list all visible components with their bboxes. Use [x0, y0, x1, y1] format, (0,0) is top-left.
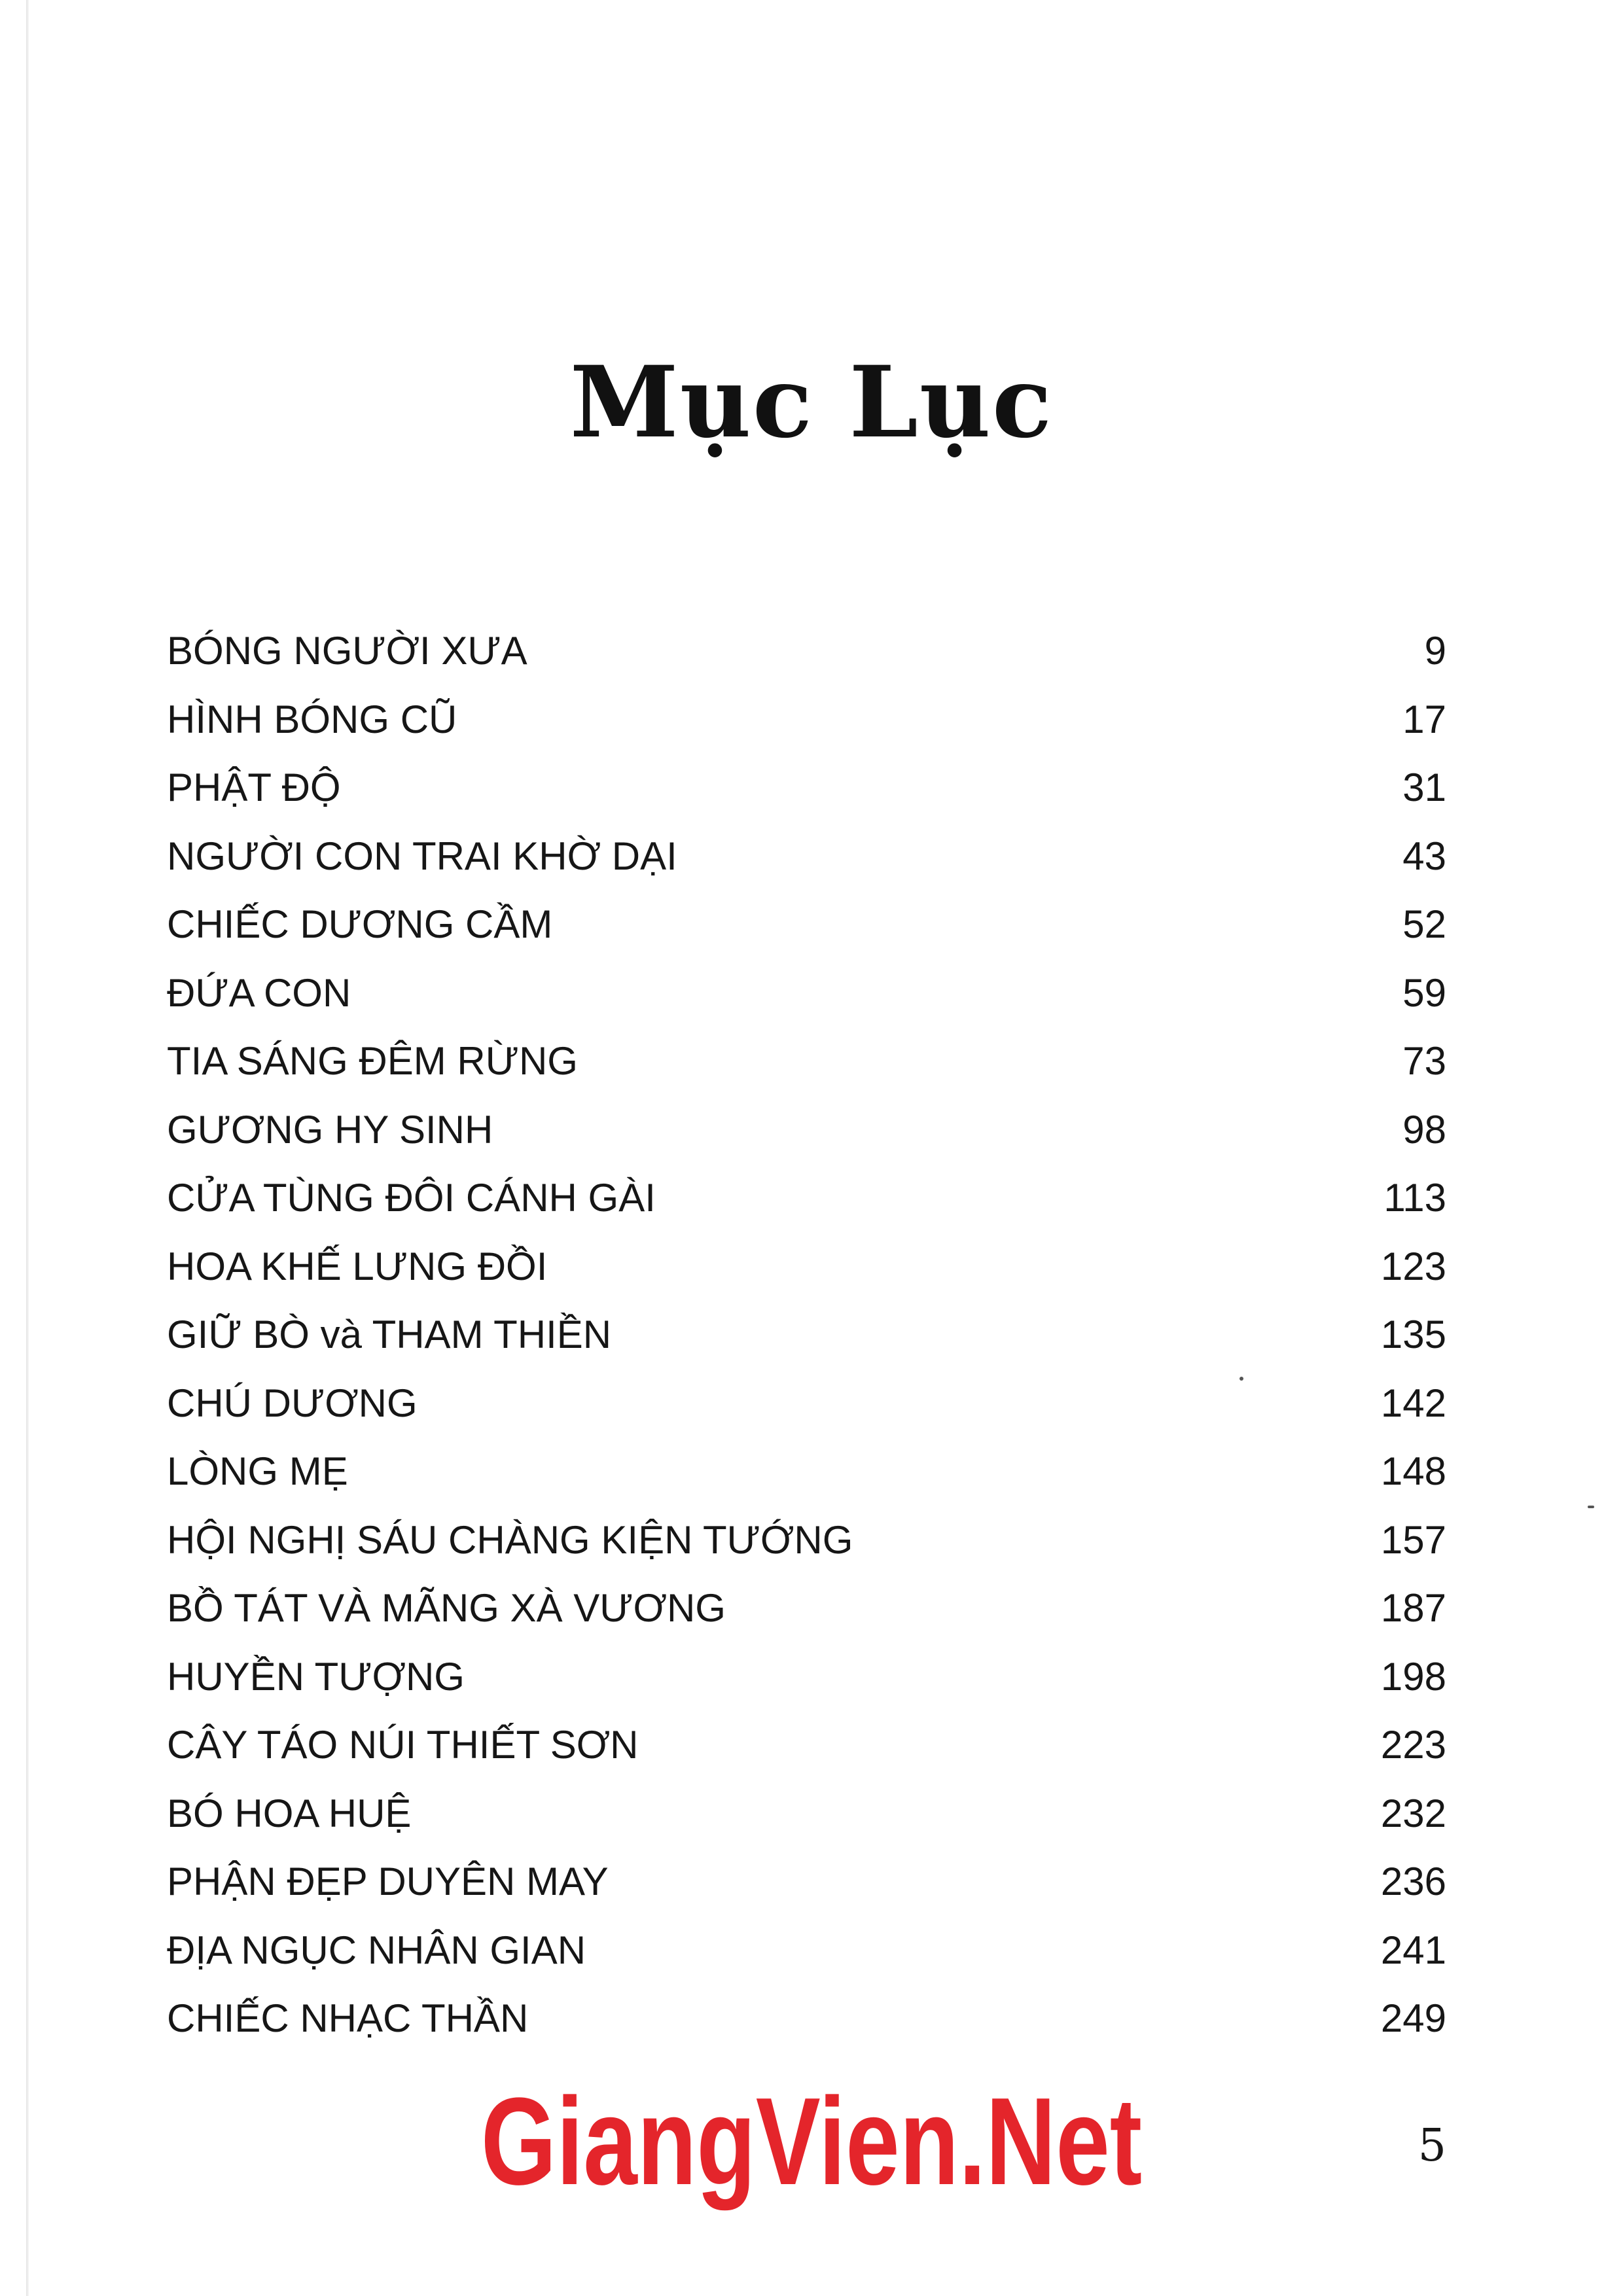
- toc-entry: [167, 1859, 1446, 1928]
- toc-entry-title: CÂY TÁO NÚI THIẾT SƠN: [167, 1723, 639, 1767]
- toc-entry: [167, 628, 1446, 697]
- toc-entry-title: ĐỨA CON: [167, 970, 351, 1015]
- toc-entry-page: 59: [1402, 970, 1446, 1015]
- toc-entry-title: ĐỊA NGỤC NHÂN GIAN: [167, 1928, 586, 1972]
- toc-entry-title: CHIẾC DƯƠNG CẦM: [167, 902, 553, 946]
- toc-entry-page: 232: [1380, 1791, 1446, 1835]
- toc-entry: [167, 1722, 1446, 1791]
- toc-entry-title: BỒ TÁT VÀ MÃNG XÀ VƯƠNG: [167, 1586, 726, 1630]
- toc-entry-page: 236: [1380, 1860, 1446, 1903]
- page-edge-shadow: [26, 0, 29, 2296]
- page-number: 5: [1418, 2120, 1446, 2172]
- watermark: GiangVien.Net: [480, 2072, 1143, 2211]
- toc-entry: [167, 1585, 1446, 1654]
- toc-entry-page: 123: [1380, 1244, 1446, 1288]
- toc-entry: [167, 1381, 1446, 1449]
- toc-entry: [167, 1791, 1446, 1860]
- toc-entry: [167, 697, 1446, 766]
- toc-entry: [167, 1107, 1446, 1176]
- toc-entry: [167, 1928, 1446, 1996]
- toc-entry: [167, 1244, 1446, 1313]
- toc-entry-title: NGƯỜI CON TRAI KHỜ DẠI: [167, 834, 677, 878]
- toc-entry-page: 198: [1380, 1654, 1446, 1699]
- toc-entry-title: HUYỀN TƯỢNG: [167, 1654, 465, 1699]
- page-title: Mục Lục: [569, 345, 1054, 460]
- toc-entry-title: LÒNG MẸ: [167, 1449, 348, 1493]
- toc-entry: [167, 1996, 1446, 2064]
- toc-entry-title: PHẬT ĐỘ: [167, 766, 341, 809]
- toc-entry: [167, 1175, 1446, 1244]
- toc-entry-page: 73: [1402, 1039, 1446, 1083]
- toc-entry: [167, 1517, 1446, 1586]
- toc-entry-title: CHÚ DƯƠNG: [167, 1381, 418, 1425]
- toc-entry-title: TIA SÁNG ĐÊM RỪNG: [167, 1039, 578, 1083]
- toc-entry-title: BÓNG NGƯỜI XƯA: [167, 629, 527, 673]
- toc-entry-title: CỬA TÙNG ĐÔI CÁNH GÀI: [167, 1176, 656, 1220]
- toc-entry: [167, 1654, 1446, 1723]
- toc-entry-page: 52: [1402, 902, 1446, 946]
- toc-entry: [167, 1449, 1446, 1517]
- toc-entry-title: GIỮ BÒ và THAM THIỀN: [167, 1313, 612, 1356]
- toc-entry-page: 31: [1402, 766, 1446, 809]
- toc-entry-page: 9: [1424, 629, 1446, 673]
- toc-entry: [167, 765, 1446, 834]
- toc-entry-title: HÌNH BÓNG CŨ: [167, 697, 457, 741]
- toc-entry: [167, 1312, 1446, 1381]
- toc-entry-title: PHẬN ĐẸP DUYÊN MAY: [167, 1860, 609, 1903]
- toc-entry-page: 43: [1402, 834, 1446, 878]
- scan-speck: [1240, 1377, 1243, 1381]
- toc-entry-page: 17: [1402, 697, 1446, 741]
- toc-entry-page: 249: [1380, 1996, 1446, 2040]
- toc-entry-page: 223: [1380, 1723, 1446, 1767]
- toc-entry-title: CHIẾC NHẠC THẦN: [167, 1996, 529, 2040]
- toc-entry: [167, 1038, 1446, 1107]
- toc-entry-page: 157: [1380, 1517, 1446, 1562]
- toc-entry-title: HOA KHẾ LƯNG ĐỒI: [167, 1244, 548, 1288]
- toc-entry: [167, 834, 1446, 902]
- toc-entry-title: HỘI NGHỊ SÁU CHÀNG KIỆN TƯỚNG: [167, 1517, 853, 1562]
- scan-speck: [1588, 1506, 1594, 1508]
- toc-entry-title: GƯƠNG HY SINH: [167, 1107, 493, 1152]
- toc-entry-page: 241: [1380, 1928, 1446, 1972]
- toc-entry-title: BÓ HOA HUỆ: [167, 1791, 412, 1835]
- toc-entry-page: 142: [1380, 1381, 1446, 1425]
- toc-entry-page: 113: [1383, 1176, 1446, 1220]
- toc-entry-page: 98: [1402, 1107, 1446, 1152]
- table-of-contents: [167, 628, 1446, 2064]
- toc-entry-page: 187: [1380, 1586, 1446, 1630]
- toc-entry: [167, 970, 1446, 1039]
- toc-entry-page: 148: [1380, 1449, 1446, 1493]
- toc-entry-page: 135: [1380, 1313, 1446, 1356]
- toc-entry: [167, 902, 1446, 970]
